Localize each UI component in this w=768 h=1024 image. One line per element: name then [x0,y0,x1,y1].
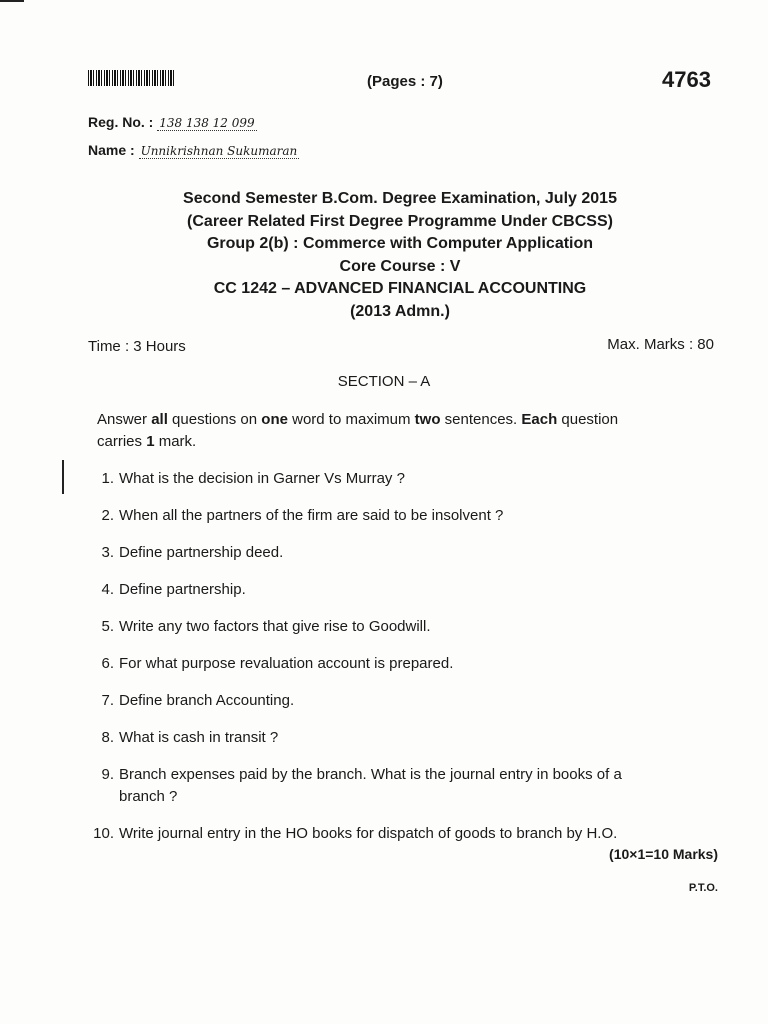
question-number: 7. [101,692,114,709]
section-instructions [97,409,667,453]
question-text: Define branch Accounting. [119,692,295,709]
question-number: 6. [101,655,114,672]
question-number: 4. [101,581,114,598]
name-value: Unnikrishnan Sukumaran [140,144,298,158]
name-label: Name : [88,142,135,158]
reg-no-row [88,114,257,130]
reg-no-value: 138 138 12 099 [159,116,255,130]
reg-no-label: Reg. No. : [88,114,154,130]
list-item [88,542,688,564]
list-item [88,727,688,749]
list-item [88,579,688,601]
group-line: Group 2(b) : Commerce with Computer Application [206,235,594,252]
question-list [88,468,688,845]
section-heading: SECTION – A [337,373,431,390]
marks-note: (10×1=10 Marks) [609,846,718,862]
list-item [88,823,688,845]
question-text: What is cash in transit ? [119,729,279,746]
instr-text: word to maximum [287,411,415,428]
question-text: What is the decision in Garner Vs Murray ? [119,470,405,487]
list-item [88,468,688,490]
name-row [88,142,299,158]
list-item [88,764,688,808]
max-marks-label: Max. Marks : 80 [607,336,714,353]
list-item [88,616,688,638]
exam-title-block [100,188,700,323]
question-number: 3. [101,544,114,561]
instr-emphasis: two [414,411,441,428]
question-text: For what purpose revaluation account is prepared. [119,655,454,672]
question-text: Define partnership. [119,581,246,598]
instr-text: question carries [97,411,619,450]
list-item [88,505,688,527]
barcode-icon [88,70,175,86]
paper-code: 4763 [662,67,711,92]
question-number: 8. [101,729,114,746]
instr-text: questions on [167,411,262,428]
question-number: 1. [101,470,114,487]
list-item [88,690,688,712]
question-number: 2. [101,507,114,524]
exam-title: Second Semester B.Com. Degree Examination, July 2015 [183,190,617,207]
time-label: Time : 3 Hours [88,338,186,355]
instr-text: mark. [154,433,197,450]
list-item [88,653,688,675]
instr-emphasis: all [151,411,168,428]
instr-text: Answer [97,411,152,428]
course-line: Core Course : V [339,257,461,275]
pto-label: P.T.O. [688,882,718,894]
margin-mark [62,460,64,494]
question-text: Define partnership deed. [119,544,284,561]
programme-line: (Career Related First Degree Programme Under CBCSS) [187,212,613,230]
instr-text: sentences. [440,411,522,428]
instr-emphasis: one [261,411,288,428]
pages-count: (Pages : 7) [367,73,443,90]
question-text: Write journal entry in the HO books for dispatch of goods to branch by H.O. [119,825,618,842]
instr-emphasis: 1 [146,433,155,450]
question-number: 9. [101,766,114,783]
corner-mark [0,0,24,2]
question-number: 5. [101,618,114,635]
admission-line: (2013 Admn.) [350,302,450,320]
question-text: Write any two factors that give rise to Goodwill. [119,618,431,635]
question-text: When all the partners of the firm are said to be insolvent ? [119,507,504,524]
question-number: 10. [93,825,114,842]
instr-emphasis: Each [521,411,558,428]
question-text: Branch expenses paid by the branch. What is the journal entry in books of a branch ? [119,766,622,805]
subject-line: CC 1242 – ADVANCED FINANCIAL ACCOUNTING [213,280,587,297]
